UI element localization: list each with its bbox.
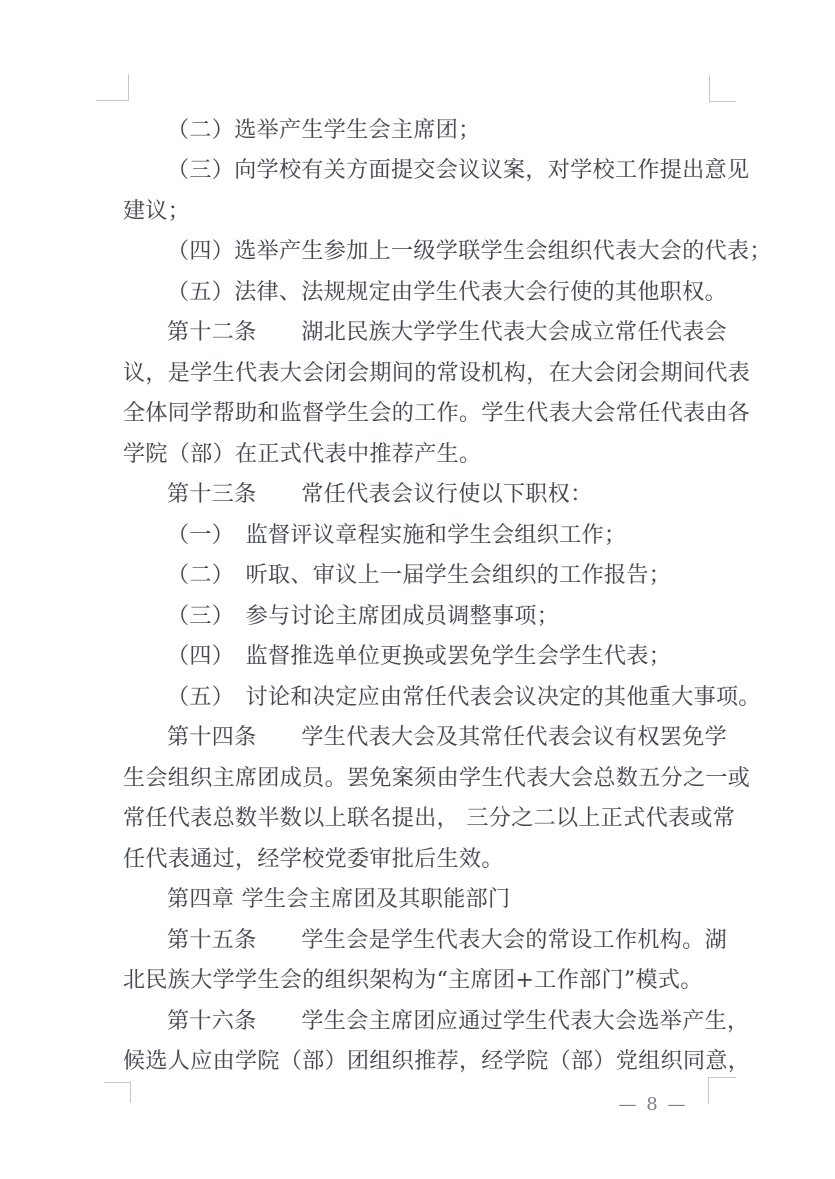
text-line bbox=[123, 999, 750, 1040]
text-line bbox=[123, 959, 747, 1000]
text-line bbox=[123, 554, 747, 595]
text-line bbox=[123, 270, 747, 311]
text-line-content: 第十二条 湖北民族大学学生代表大会成立常任代表会 bbox=[167, 320, 728, 346]
text-line-content: 第四章 学生会主席团及其职能部门 bbox=[167, 887, 511, 913]
text-line bbox=[123, 189, 747, 230]
text-line bbox=[123, 513, 747, 554]
text-line-content: （二） 听取、审议上一届学生会组织的工作报告； bbox=[167, 563, 672, 589]
text-line bbox=[123, 351, 751, 392]
text-line-content: 议，是学生代表大会闭会期间的常设机构，在大会闭会期间代表 bbox=[123, 360, 751, 386]
text-line-content: （四） 监督推选单位更换或罢免学生会学生代表； bbox=[167, 644, 672, 670]
text-line-content: （五） 讨论和决定应由常任代表会议决定的其他重大事项。 bbox=[167, 684, 761, 710]
text-line-content: 第十五条 学生会是学生代表大会的常设工作机构。湖 bbox=[167, 927, 728, 953]
text-line bbox=[123, 392, 751, 433]
text-line bbox=[123, 797, 747, 838]
text-line-content: 常任代表总数半数以上联名提出， 三分之二以上正式代表或常 bbox=[123, 806, 736, 832]
text-line-content: （五）法律、法规规定由学生代表大会行使的其他职权。 bbox=[167, 279, 728, 305]
text-line bbox=[123, 149, 750, 190]
crop-mark-top-left-icon bbox=[96, 74, 129, 101]
text-line-content: （四）选举产生参加上一级学联学生会组织代表大会的代表； bbox=[167, 239, 772, 265]
text-line-content: 第十三条 常任代表会议行使以下职权： bbox=[167, 482, 593, 508]
text-line-content: 任代表通过，经学校党委审批后生效。 bbox=[123, 846, 504, 872]
text-line-content: 学院（部）在正式代表中推荐产生。 bbox=[123, 441, 482, 467]
text-line-content: （三）向学校有关方面提交会议议案，对学校工作提出意见 bbox=[167, 158, 750, 184]
text-line bbox=[123, 594, 747, 635]
text-line bbox=[123, 837, 747, 878]
text-line bbox=[123, 878, 747, 919]
text-line bbox=[123, 635, 747, 676]
text-line bbox=[123, 918, 747, 959]
text-line bbox=[123, 311, 747, 352]
text-line bbox=[123, 675, 761, 716]
text-line-content: 候选人应由学院（部）团组织推荐，经学院（部）党组织同意， bbox=[123, 1049, 751, 1075]
crop-mark-bottom-right-icon bbox=[708, 1077, 736, 1104]
crop-mark-top-right-icon bbox=[709, 75, 736, 102]
page-number: — 8 — bbox=[618, 1094, 688, 1115]
text-line bbox=[123, 716, 747, 757]
text-line-content: 生会组织主席团成员。罢免案须由学生代表大会总数五分之一或 bbox=[123, 765, 751, 791]
text-line-content: （二）选举产生学生会主席团； bbox=[167, 117, 481, 143]
text-line-content: 北民族大学学生会的组织架构为“主席团+工作部门”模式。 bbox=[123, 968, 703, 994]
text-line-content: （一） 监督评议章程实施和学生会组织工作； bbox=[167, 522, 627, 548]
text-line-content: 全体同学帮助和监督学生会的工作。学生代表大会常任代表由各 bbox=[123, 401, 751, 427]
text-line bbox=[123, 1040, 751, 1081]
text-line-content: 第十四条 学生代表大会及其常任代表会议有权罢免学 bbox=[167, 725, 728, 751]
text-line-content: 建议； bbox=[123, 198, 191, 224]
text-line bbox=[123, 230, 772, 271]
text-line bbox=[123, 756, 751, 797]
text-line bbox=[123, 108, 747, 149]
text-line bbox=[123, 432, 747, 473]
crop-mark-bottom-left-icon bbox=[104, 1082, 131, 1103]
text-line bbox=[123, 473, 747, 514]
text-line-content: 第十六条 学生会主席团应通过学生代表大会选举产生， bbox=[167, 1008, 750, 1034]
document-body bbox=[123, 108, 772, 1080]
text-line-content: （三） 参与讨论主席团成员调整事项； bbox=[167, 603, 560, 629]
